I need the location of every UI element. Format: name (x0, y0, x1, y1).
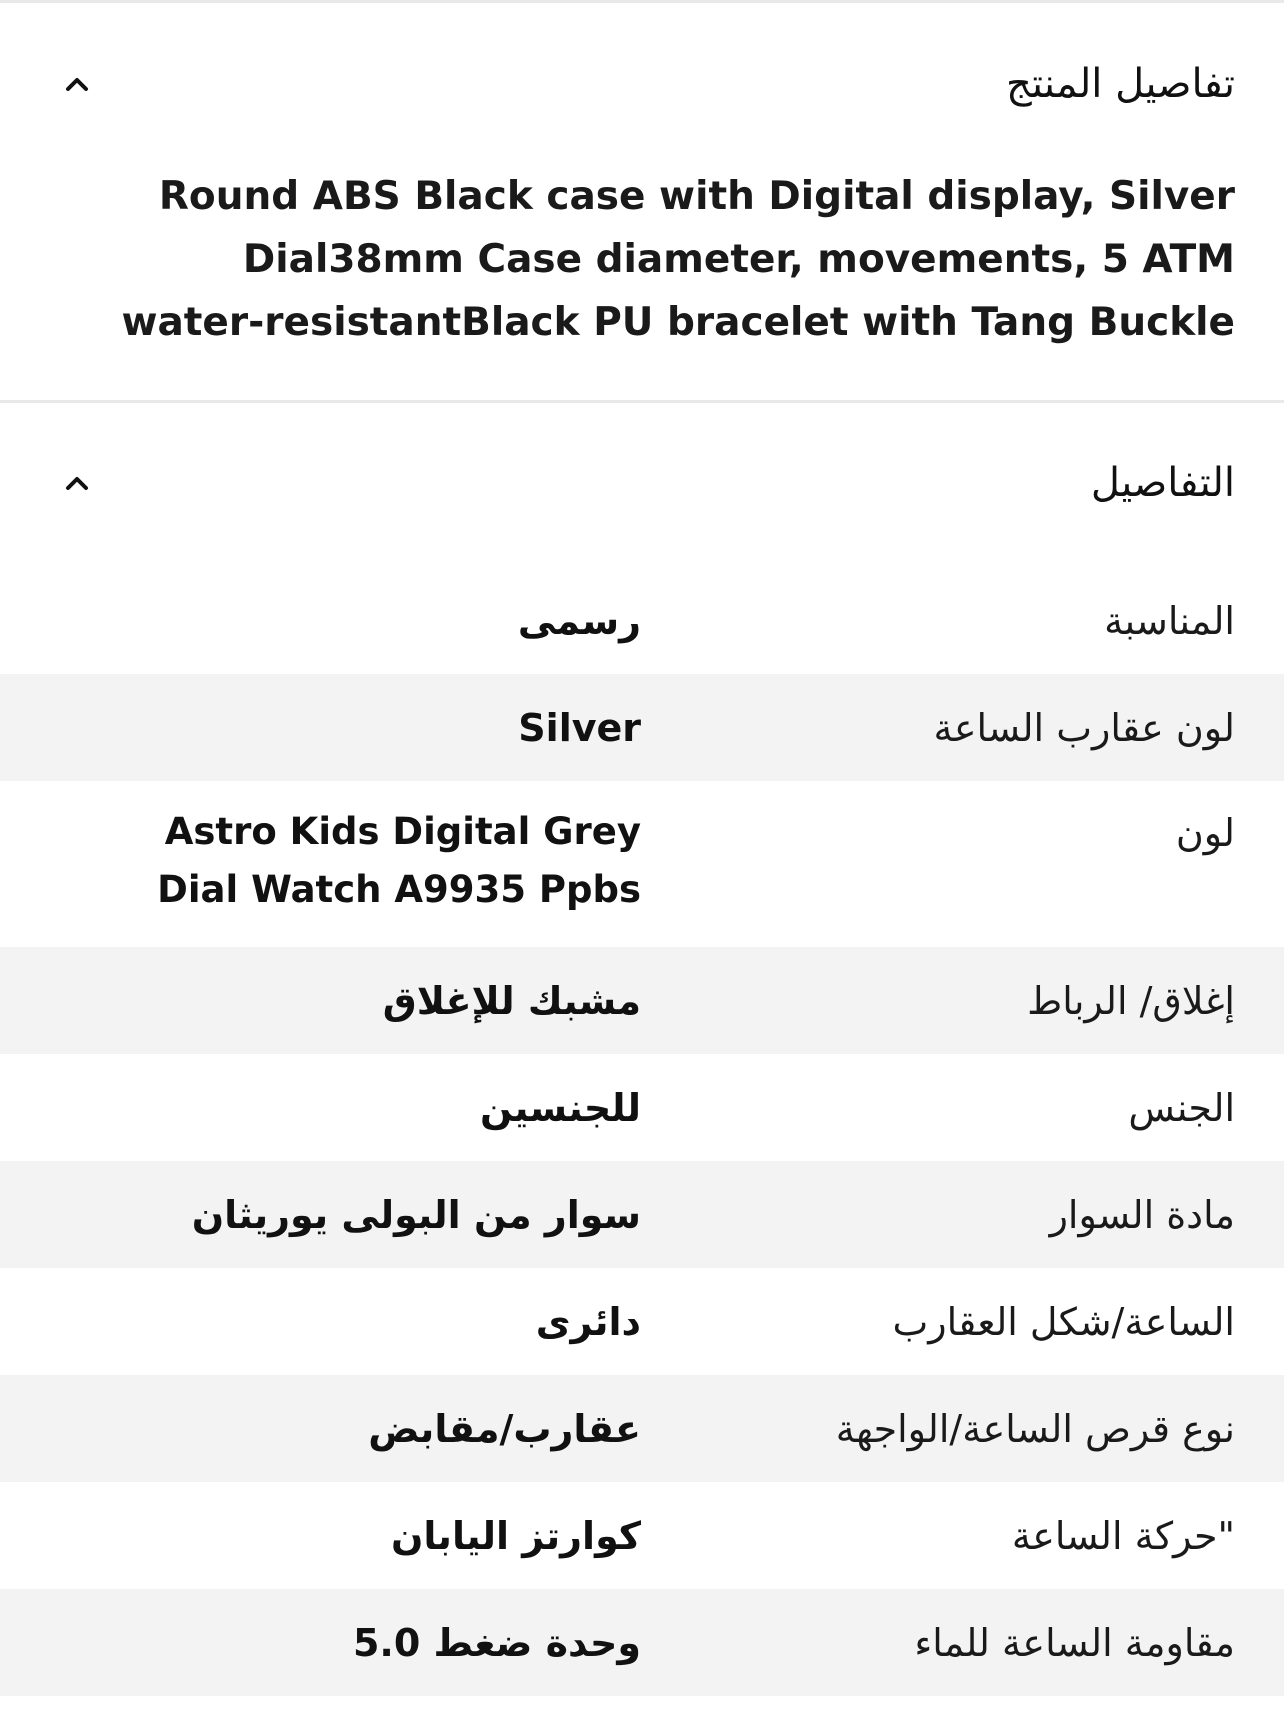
spec-value: Silver (518, 705, 641, 750)
spec-value: رسمى (517, 598, 641, 643)
spec-label: الساعة/شكل العقارب (892, 1299, 1235, 1344)
table-row (0, 1482, 1284, 1589)
spec-label: مادة السوار (1049, 1192, 1235, 1237)
table-row (0, 674, 1284, 781)
product-details-header[interactable] (0, 49, 1284, 119)
spec-label: إغلاق/ الرباط (1027, 978, 1235, 1023)
spec-label: الجنس (1128, 1085, 1235, 1130)
product-details-section (0, 0, 1284, 400)
spec-label: المناسبة (1104, 598, 1235, 643)
spec-value: دائرى (535, 1299, 641, 1344)
spec-value: للجنسين (479, 1085, 641, 1130)
chevron-up-icon (64, 76, 90, 92)
table-row (0, 947, 1284, 1054)
table-row (0, 1161, 1284, 1268)
product-details-title: تفاصيل المنتج (1006, 61, 1235, 107)
spec-value: مشبك للإغلاق (382, 978, 641, 1023)
table-row (0, 1589, 1284, 1696)
spec-label: لون عقارب الساعة (933, 705, 1235, 750)
spec-value: Astro Kids Digital Grey Dial Watch A9935 Ppbs (157, 810, 641, 911)
product-description: Round ABS Black case with Digital display, Silver Dial38mm Case diameter, movements, 5 ATM water-resistantBlack PU bracelet with Tang Buckle (121, 174, 1235, 345)
spec-value: عقارب/مقابض (368, 1406, 641, 1451)
spec-value: سوار من البولى يوريثان (191, 1192, 641, 1237)
spec-label: "حركة الساعة (1011, 1513, 1235, 1558)
spec-value: كوارتز اليابان (390, 1513, 641, 1558)
spec-value: 5.0 وحدة ضغط (352, 1620, 641, 1665)
chevron-up-icon (64, 475, 90, 491)
spec-label: مقاومة الساعة للماء (914, 1620, 1235, 1665)
table-row (0, 1268, 1284, 1375)
details-header[interactable] (0, 448, 1284, 518)
details-collapse-button[interactable] (56, 462, 98, 504)
table-row (0, 781, 1284, 947)
product-details-collapse-button[interactable] (56, 63, 98, 105)
details-table (0, 567, 1284, 1696)
details-title: التفاصيل (1090, 460, 1235, 506)
spec-label: لون (1175, 811, 1235, 855)
table-row (0, 1375, 1284, 1482)
table-row (0, 1054, 1284, 1161)
spec-label: نوع قرص الساعة/الواجهة (835, 1406, 1235, 1451)
table-row (0, 567, 1284, 674)
